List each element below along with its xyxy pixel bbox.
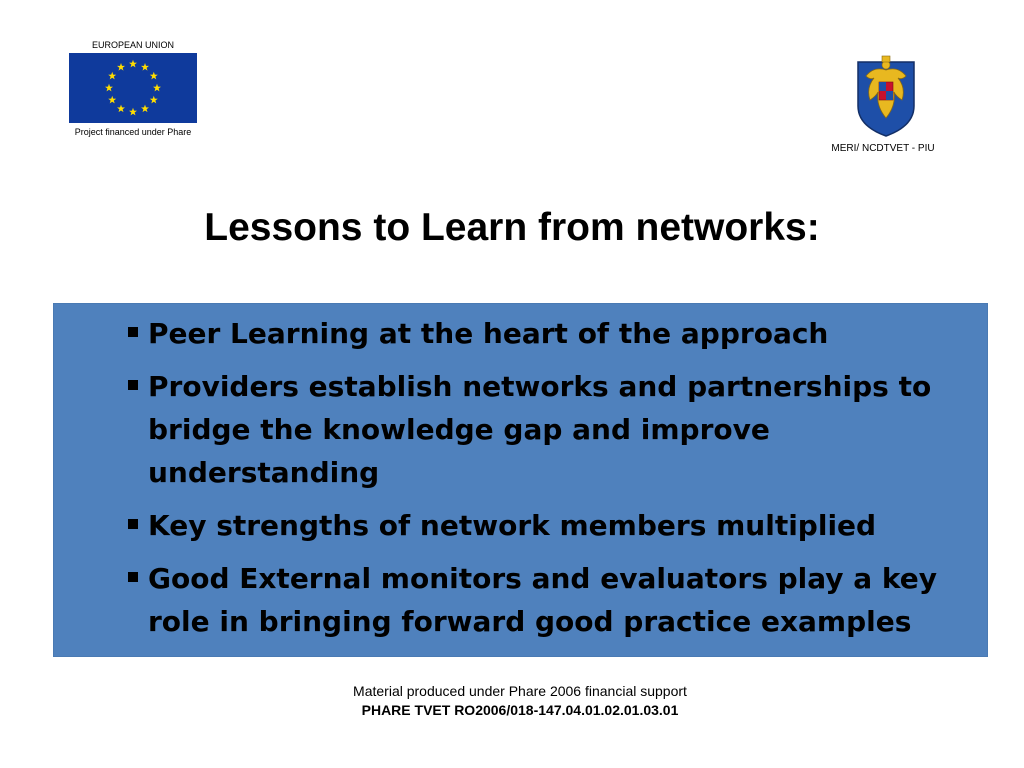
eu-flag-icon [69, 53, 197, 123]
bullet-text: Key strengths of network members multiplied [148, 509, 877, 542]
bullet-item [148, 557, 978, 643]
eu-caption: Project financed under Phare [74, 127, 192, 137]
square-bullet-icon [128, 380, 138, 390]
slide-title: Lessons to Learn from networks: [204, 206, 820, 249]
bullet-item [148, 312, 978, 355]
footer-line-1: Material produced under Phare 2006 financial support [353, 683, 687, 699]
romania-coat-of-arms-icon [852, 48, 920, 138]
bullet-text: Peer Learning at the heart of the approach [148, 317, 829, 350]
bullet-item [148, 365, 978, 494]
meri-label: MERI/ NCDTVET - PIU [831, 143, 935, 154]
bullet-text: Good External monitors and evaluators play a key role in bringing forward good practice examples [148, 562, 938, 638]
square-bullet-icon [128, 572, 138, 582]
bullet-text: Providers establish networks and partnerships to bridge the knowledge gap and improve understanding [148, 370, 932, 489]
square-bullet-icon [128, 327, 138, 337]
footer [0, 682, 1024, 720]
content-box [53, 303, 988, 657]
square-bullet-icon [128, 519, 138, 529]
bullet-item [148, 504, 978, 547]
footer-line-2: PHARE TVET RO2006/018-147.04.01.02.01.03.01 [361, 702, 679, 718]
eu-label: EUROPEAN UNION [91, 40, 174, 50]
bullet-list [148, 312, 978, 653]
